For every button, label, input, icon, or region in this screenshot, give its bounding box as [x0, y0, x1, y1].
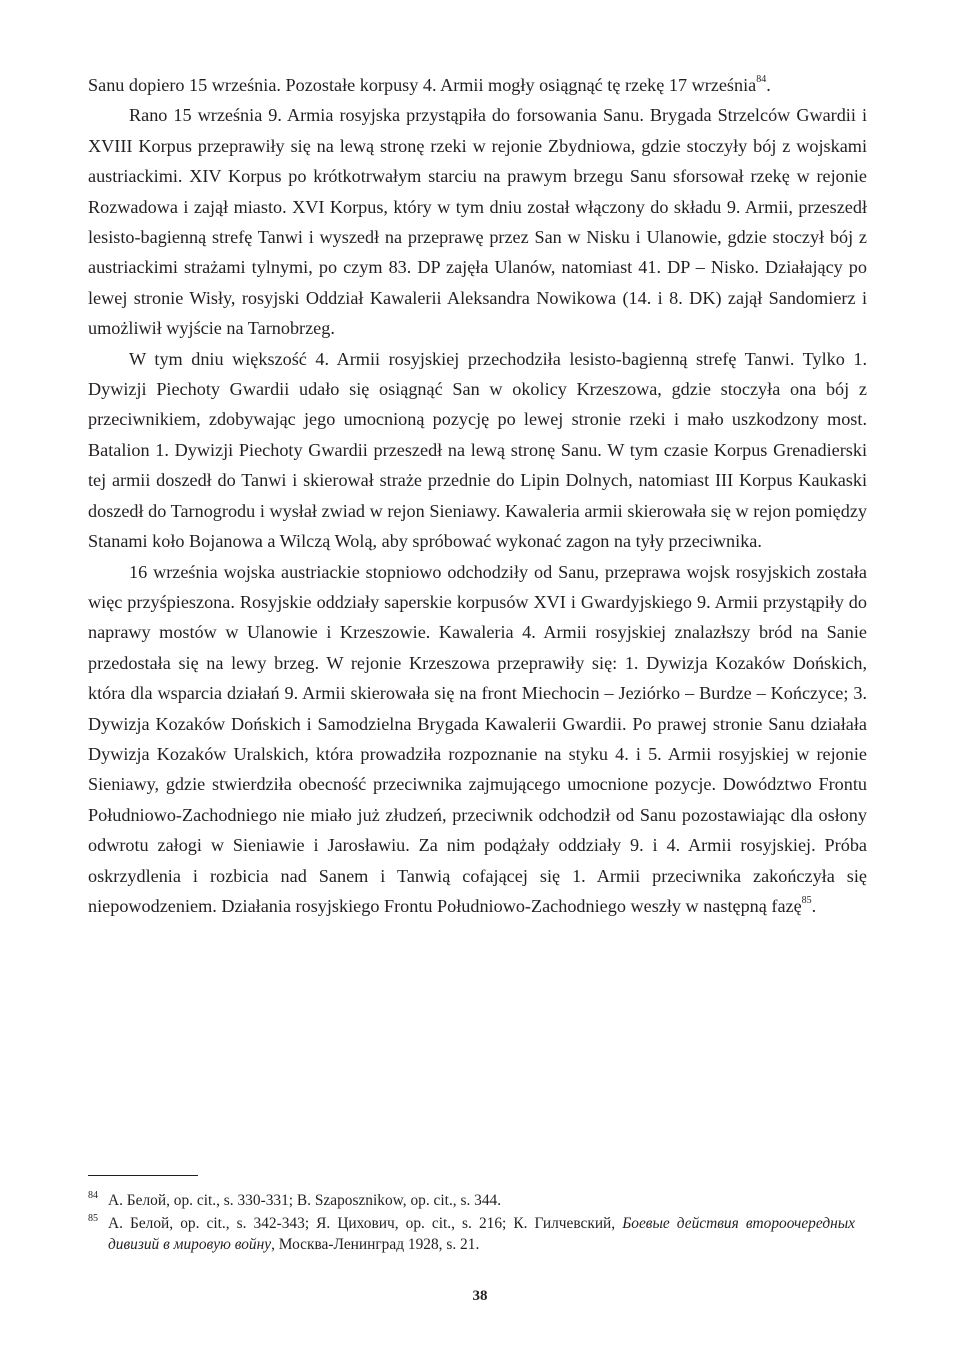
main-text — [88, 70, 867, 921]
footnote-body: А. Белой, op. cit., s. 342-343; Я. Цихович, op. cit., s. 216; К. Гилчевский, — [108, 1214, 623, 1232]
footnote-ref-85[interactable]: 85 — [801, 894, 812, 906]
paragraph-text-tail: . — [766, 75, 771, 95]
footnote-ref-84[interactable]: 84 — [756, 73, 767, 85]
footnote-number: 85 — [88, 1212, 98, 1224]
footnote-title-italic: Боевые действия второочередных дивизий в мировую войну — [108, 1214, 855, 1253]
footnote-body-tail: , Москва-Ленинград 1928, s. 21. — [271, 1236, 480, 1253]
paragraph-2: Rano 15 września 9. Armia rosyjska przystąpiła do forsowania Sanu. Brygada Strzelców Gwardii i XVIII Korpus przeprawiły się na lewą stronę rzeki w rejonie Zbydniowa, gdzie stoczyły bój z wojskami austriackimi. XIV Korpus po krótkotrwałym starciu na prawym brzegu Sanu sforsował rzekę w rejonie Rozwadowa i zajął miasto. XVI Korpus, który w tym dniu został włączony do składu 9. Armii, przeszedł lesisto-bagienną strefę Tanwi i wyszedł na przeprawę przez San w Nisku i Ulanowie, gdzie stoczył bój z austriackimi strażami tylnymi, po czym 83. DP zajęła Ulanów, natomiast 41. DP – Nisko. Działający po lewej stronie Wisły, rosyjski Oddział Kawalerii Aleksandra Nowikowa (14. i 8. DK) zajął Sandomierz i umożliwił wyjście na Tarnobrzeg. — [88, 105, 867, 339]
footnote-text — [108, 1190, 855, 1212]
footnote-body: А. Белой, op. cit., s. 330-331; В. Szaposznikow, op. cit., s. 344. — [108, 1192, 502, 1209]
paragraph-3: W tym dniu większość 4. Armii rosyjskiej przechodziła lesisto-bagienną strefę Tanwi. Tylko 1. Dywizji Piechoty Gwardii udało się osiągnąć San w okolicy Krzeszowa, gdzie stoczyła ona bój z przeciwnikiem, zdobywając jego umocnioną pozycję po lewej stronie rzeki i mało uszkodzony most. Batalion 1. Dywizji Piechoty Gwardii przeszedł na lewą stronę Sanu. W tym czasie Korpus Grenadierski tej armii doszedł do Tanwi i skierował straże przednie do Lipin Dolnych, natomiast III Korpus Kaukaski doszedł do Tarnogrodu i wysłał zwiad w rejon Sieniawy. Kawaleria armii skierowała się w rejon pomiędzy Stanami koło Bojanowa a Wilczą Wolą, aby spróbować wykonać zagon na tyły przeciwnika. — [88, 348, 867, 552]
footnote-rule — [88, 1175, 198, 1176]
footnote-number: 84 — [88, 1190, 98, 1201]
footnote-85 — [88, 1213, 855, 1256]
paragraph-text-tail: . — [811, 895, 817, 916]
paragraph-text: Sanu dopiero 15 września. Pozostałe korpusy 4. Armii mogły osiągnąć tę rzekę 17 września — [88, 75, 757, 95]
footnotes — [88, 1175, 855, 1257]
paragraph-4 — [88, 557, 867, 922]
footnote-84 — [88, 1190, 855, 1212]
footnote-text — [108, 1213, 855, 1256]
paragraph-text: 16 września wojska austriackie stopniowo odchodziły od Sanu, przeprawa wojsk rosyjskich została więc przyśpieszona. Rosyjskie oddziały saperskie korpusów XVI i Gwardyjskiego 9. Armii przystąpiły do naprawy mostów w Ulanowie i Krzeszowie. Kawaleria 4. Armii rosyjskiej znalazłszy bród na Sanie przedostała się na lewy brzeg. W rejonie Krzeszowa przeprawiły się: 1. Dywizja Kozaków Dońskich, która dla wsparcia działań 9. Armii skierowała się na front Miechocin – Jeziórko – Burdze – Kończyce; 3. Dywizja Kozaków Dońskich i Samodzielna Brygada Kawalerii Gwardii. Po prawej stronie Sanu działała Dywizja Kozaków Uralskich, która prowadziła rozpoznanie na styku 4. i 5. Armii rosyjskiej w rejonie Sieniawy, gdzie stwierdziła obecność przeciwnika zajmującego umocnione pozycje. Dowództwo Frontu Południowo-Zachodniego nie miało już złudzeń, przeciwnik odchodził od Sanu pozostawiając dla osłony odwrotu załogi w Sieniawie i Jarosławiu. Za nim podążały oddziały 9. i 4. Armii rosyjskiej. Próba oskrzydlenia i rozbicia nad Sanem i Tanwią cofającej się 1. Armii przeciwnika zakończyła się niepowodzeniem. Działania rosyjskiego Frontu Południowo-Zachodniego weszły w następną fazę — [88, 561, 867, 916]
page-number: 38 — [472, 1288, 488, 1304]
paragraph-1 — [88, 70, 867, 100]
